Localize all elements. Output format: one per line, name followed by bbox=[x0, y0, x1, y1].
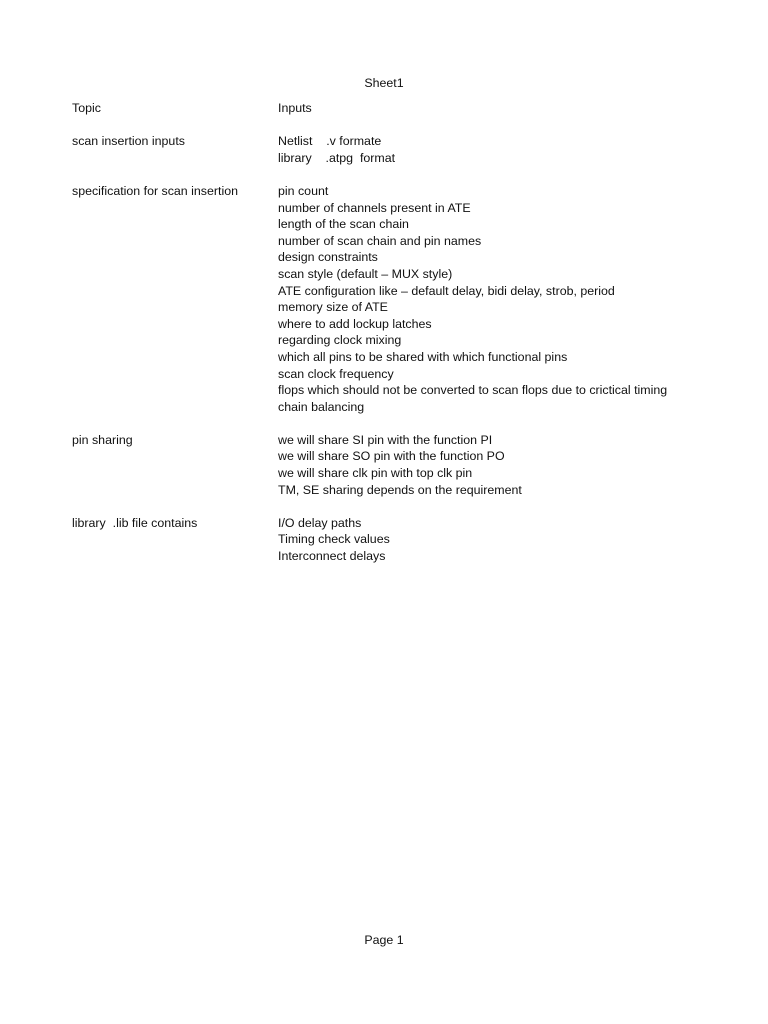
row-inputs bbox=[278, 432, 712, 498]
input-line: scan style (default – MUX style) bbox=[278, 266, 453, 281]
table-row bbox=[72, 183, 712, 415]
input-line: regarding clock mixing bbox=[278, 333, 402, 348]
input-line: number of scan chain and pin names bbox=[278, 233, 482, 248]
row-topic: scan insertion inputs bbox=[72, 134, 185, 149]
input-line: we will share SI pin with the function PI bbox=[278, 432, 493, 447]
spreadsheet-table bbox=[72, 100, 712, 581]
column-header-inputs: Inputs bbox=[278, 101, 312, 115]
input-line: TM, SE sharing depends on the requirement bbox=[278, 482, 522, 497]
input-line: we will share clk pin with top clk pin bbox=[278, 466, 473, 481]
input-line: scan clock frequency bbox=[278, 366, 394, 381]
input-line: flops which should not be converted to scan flops due to crictical timing bbox=[278, 383, 668, 398]
page-number: Page 1 bbox=[364, 933, 404, 947]
table-row bbox=[72, 432, 712, 498]
input-line: I/O delay paths bbox=[278, 515, 362, 530]
row-topic: pin sharing bbox=[72, 432, 133, 447]
row-topic: library .lib file contains bbox=[72, 515, 198, 530]
input-line: number of channels present in ATE bbox=[278, 200, 471, 215]
input-line: ATE configuration like – default delay, bidi delay, strob, period bbox=[278, 283, 615, 298]
input-line: pin count bbox=[278, 183, 329, 198]
input-line: Netlist .v formate bbox=[278, 134, 382, 149]
input-line: where to add lockup latches bbox=[278, 316, 432, 331]
row-inputs bbox=[278, 133, 712, 166]
table-row bbox=[72, 515, 712, 565]
input-line: Timing check values bbox=[278, 532, 390, 547]
input-line: design constraints bbox=[278, 250, 378, 265]
input-line: library .atpg format bbox=[278, 150, 396, 165]
input-line: we will share SO pin with the function PO bbox=[278, 449, 505, 464]
row-inputs bbox=[278, 183, 712, 415]
column-header-topic: Topic bbox=[72, 101, 101, 115]
header-row bbox=[72, 100, 712, 117]
row-inputs bbox=[278, 515, 712, 565]
input-line: chain balancing bbox=[278, 399, 365, 414]
input-line: length of the scan chain bbox=[278, 217, 409, 232]
input-line: memory size of ATE bbox=[278, 300, 388, 315]
row-topic: specification for scan insertion bbox=[72, 183, 238, 198]
input-line: which all pins to be shared with which functional pins bbox=[278, 349, 568, 364]
input-line: Interconnect delays bbox=[278, 549, 386, 564]
table-row bbox=[72, 133, 712, 166]
sheet-title: Sheet1 bbox=[364, 76, 404, 90]
